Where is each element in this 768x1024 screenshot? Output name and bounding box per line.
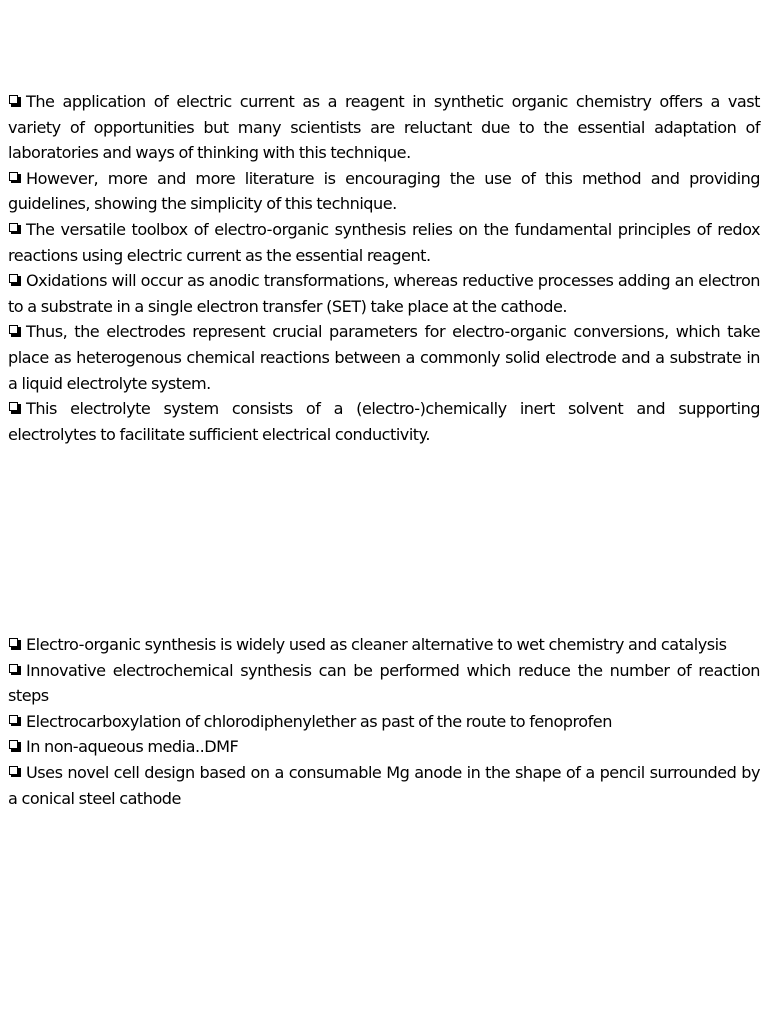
square-bullet-icon [8,221,23,236]
square-bullet-icon [8,400,23,415]
bullet-text: Thus, the electrodes represent crucial parameters for electro-organic conversions, which take place as heterogenous chemical reactions between a commonly solid electrode and a substrate in a liquid electrolyte system. [8,322,760,393]
bullet-text: Oxidations will occur as anodic transformations, whereas reductive processes adding an electron to a substrate in a single electron transfer (SET) take place at the cathode. [8,271,760,316]
bullet-text: The application of electric current as a reagent in synthetic organic chemistry offers a vast variety of opportunities but many scientists are reluctant due to the essential adaptation of laboratories and ways of thinking with this technique. [8,92,760,163]
bullet-item [8,396,760,447]
bullet-item [8,166,760,217]
square-bullet-icon [8,764,23,779]
bullet-item [8,734,760,760]
bullet-text: Electro-organic synthesis is widely used as cleaner alternative to wet chemistry and catalysis [26,635,727,654]
bullet-item [8,658,760,709]
square-bullet-icon [8,272,23,287]
bullet-text: Uses novel cell design based on a consumable Mg anode in the shape of a pencil surrounded by a conical steel cathode [8,762,760,808]
square-bullet-icon [8,323,23,338]
bullet-item [8,709,760,735]
bullet-item [8,319,760,396]
bullet-list-section-1 [8,89,760,447]
bullet-text: Electrocarboxylation of chlorodiphenylether as past of the route to fenoprofen [26,711,612,731]
bullet-item [8,632,760,658]
bullet-item [8,760,760,811]
bullet-text: This electrolyte system consists of a (electro-)chemically inert solvent and supporting electrolytes to facilitate sufficient electrical conductivity. [8,399,760,444]
square-bullet-icon [8,636,23,651]
bullet-text: The versatile toolbox of electro-organic synthesis relies on the fundamental principles of redox reactions using electric current as the essential reagent. [8,219,760,265]
bullet-list-section-2 [8,632,760,811]
bullet-item [8,217,760,268]
bullet-text: In non-aqueous media..DMF [26,737,239,757]
bullet-item [8,268,760,319]
square-bullet-icon [8,662,23,677]
square-bullet-icon [8,713,23,728]
bullet-item [8,89,760,166]
square-bullet-icon [8,170,23,185]
bullet-text: However, more and more literature is encouraging the use of this method and providing guidelines, showing the simplicity of this technique. [8,168,760,214]
square-bullet-icon [8,738,23,753]
bullet-text: Innovative electrochemical synthesis can be performed which reduce the number of reaction steps [8,660,760,706]
square-bullet-icon [8,93,23,108]
